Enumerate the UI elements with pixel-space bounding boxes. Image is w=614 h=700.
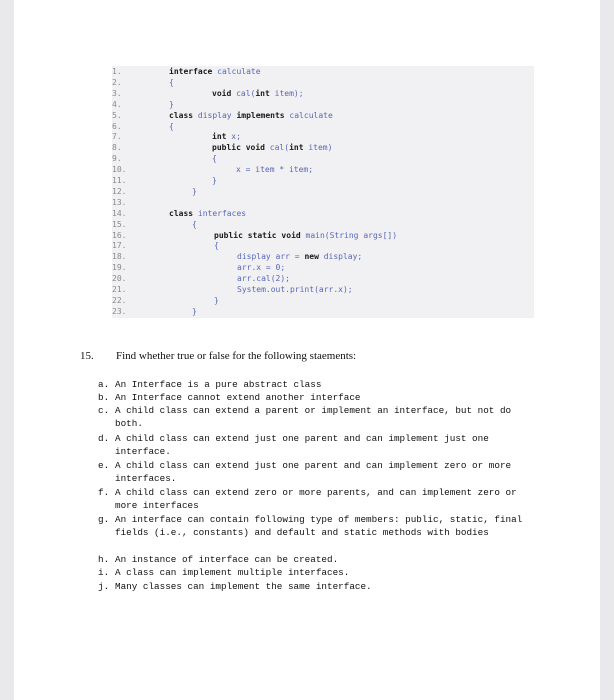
option-text: A child class can extend just one parent and can implement zero or more interfaces. (115, 460, 512, 485)
code-text (212, 153, 217, 164)
code-line (112, 142, 534, 153)
code-token: calculate (289, 110, 333, 120)
code-line (112, 295, 534, 306)
code-line (112, 66, 534, 77)
option-text: An Interface cannot extend another interface (115, 392, 361, 403)
option-item (98, 378, 538, 391)
code-text (214, 240, 219, 251)
code-token: { (169, 77, 174, 87)
code-token: } (192, 306, 197, 316)
line-number: 19. (112, 263, 127, 273)
code-keyword: void (212, 88, 237, 98)
option-text: A child class can extend just one parent and can implement just one interface. (115, 433, 489, 458)
code-text (214, 230, 397, 241)
line-number: 4. (112, 99, 122, 109)
code-line (112, 110, 534, 121)
line-number: 18. (112, 252, 127, 262)
option-letter: h. (98, 554, 110, 565)
option-item (98, 486, 538, 513)
line-number: 11. (112, 176, 127, 185)
code-text (237, 251, 362, 262)
code-line (112, 164, 534, 175)
option-text: A class can implement multiple interfaces. (115, 567, 350, 578)
code-text (212, 131, 241, 142)
code-token: } (192, 186, 197, 196)
code-line (112, 175, 534, 186)
code-line (112, 240, 534, 251)
code-line (112, 306, 534, 317)
code-keyword: int (289, 143, 309, 153)
code-listing (112, 66, 534, 318)
option-item (98, 432, 538, 459)
code-text (192, 219, 197, 230)
code-text (237, 273, 290, 284)
code-line (112, 284, 534, 295)
line-number: 12. (112, 186, 127, 196)
option-letter: g. (98, 514, 110, 525)
code-line (112, 230, 534, 241)
code-text (169, 66, 261, 77)
code-text (169, 121, 174, 132)
option-letter: a. (98, 379, 110, 390)
code-token: arr.x = 0; (237, 263, 286, 273)
code-keyword: public void (212, 143, 270, 153)
code-keyword: class (169, 208, 198, 218)
code-keyword: new (304, 252, 324, 262)
code-token: { (214, 241, 219, 251)
code-text (192, 306, 197, 317)
option-item (98, 459, 538, 486)
option-item (98, 404, 538, 431)
line-number: 1. (112, 67, 122, 76)
code-token: { (212, 154, 217, 164)
code-text (237, 262, 285, 273)
code-token: calculate (217, 67, 261, 76)
line-number: 23. (112, 306, 127, 316)
code-keyword: public static void (214, 230, 306, 240)
option-text: An interface can contain following type of members: public, static, final fields (i.e., constants) and default and static methods with bodies (115, 514, 523, 539)
code-keyword: implements (236, 110, 290, 120)
line-number: 5. (112, 110, 122, 120)
code-text (237, 284, 353, 295)
line-number: 10. (112, 165, 127, 175)
option-letter: f. (98, 487, 110, 498)
code-line (112, 77, 534, 88)
code-keyword: interface (169, 67, 218, 76)
option-item (98, 513, 538, 540)
option-letter: j. (98, 581, 110, 592)
code-keyword: int (255, 88, 275, 98)
code-token: interfaces (197, 208, 247, 218)
option-text: An Interface is a pure abstract class (115, 379, 322, 390)
code-line (112, 131, 534, 142)
line-number: 6. (112, 121, 122, 131)
code-text (236, 164, 313, 175)
code-line (112, 208, 534, 219)
line-number: 9. (112, 154, 122, 164)
code-line (112, 273, 534, 284)
option-letter: d. (98, 433, 110, 444)
question-number: 15. (80, 350, 94, 362)
line-number: 15. (112, 219, 127, 229)
code-token: { (192, 219, 197, 229)
line-number: 8. (112, 143, 122, 153)
code-token: cal( (236, 88, 256, 98)
option-item (98, 566, 538, 579)
code-keyword: int (212, 132, 232, 142)
code-keyword: class (169, 110, 198, 120)
line-number: 2. (112, 77, 122, 87)
option-item (98, 391, 538, 404)
option-text: Many classes can implement the same interface. (115, 581, 372, 592)
line-number: 17. (112, 241, 127, 251)
line-number: 20. (112, 274, 127, 284)
option-letter: e. (98, 460, 110, 471)
code-line (112, 251, 534, 262)
code-token: } (169, 99, 174, 109)
code-token: main(String args[]) (305, 230, 398, 240)
line-number: 22. (112, 295, 127, 305)
line-number: 16. (112, 230, 127, 240)
code-line (112, 121, 534, 132)
code-text (192, 186, 197, 197)
code-token: x = item * item; (236, 165, 314, 175)
code-text (212, 88, 304, 99)
code-line (112, 197, 534, 208)
option-item (98, 553, 538, 566)
code-token: } (212, 176, 217, 185)
option-text: A child class can extend zero or more parents, and can implement zero or more interfaces (115, 487, 517, 512)
line-number: 13. (112, 197, 127, 207)
code-text (169, 77, 174, 88)
code-line (112, 153, 534, 164)
code-token: cal( (269, 143, 290, 153)
option-letter: c. (98, 405, 110, 416)
code-text (169, 110, 333, 121)
code-line (112, 186, 534, 197)
code-token: display; (323, 252, 363, 262)
code-line (112, 99, 534, 110)
code-line (112, 219, 534, 230)
code-token: } (214, 295, 219, 305)
code-text (169, 208, 246, 219)
code-text (212, 175, 217, 186)
option-letter: b. (98, 392, 110, 403)
code-token: System.out.print(arr.x); (237, 285, 353, 294)
line-number: 21. (112, 285, 127, 294)
code-line (112, 262, 534, 273)
code-token: display arr = (237, 252, 305, 262)
code-token: arr.cal(2); (237, 274, 290, 284)
line-number: 14. (112, 208, 127, 218)
option-letter: i. (98, 567, 110, 578)
code-text (169, 99, 174, 110)
option-text: An instance of interface can be created. (115, 554, 339, 565)
code-text (212, 142, 332, 153)
code-token: x; (231, 132, 241, 142)
question-prompt: Find whether true or false for the following staements: (116, 350, 357, 362)
line-number: 7. (112, 132, 122, 142)
option-text: A child class can extend a parent or implement an interface, but not do both. (115, 405, 512, 430)
code-token: item) (308, 143, 333, 153)
option-item (98, 580, 538, 593)
code-line (112, 88, 534, 99)
code-token: display (197, 110, 237, 120)
code-token: item); (274, 88, 304, 98)
line-number: 3. (112, 88, 122, 98)
code-token: { (169, 121, 174, 131)
code-text (214, 295, 219, 306)
